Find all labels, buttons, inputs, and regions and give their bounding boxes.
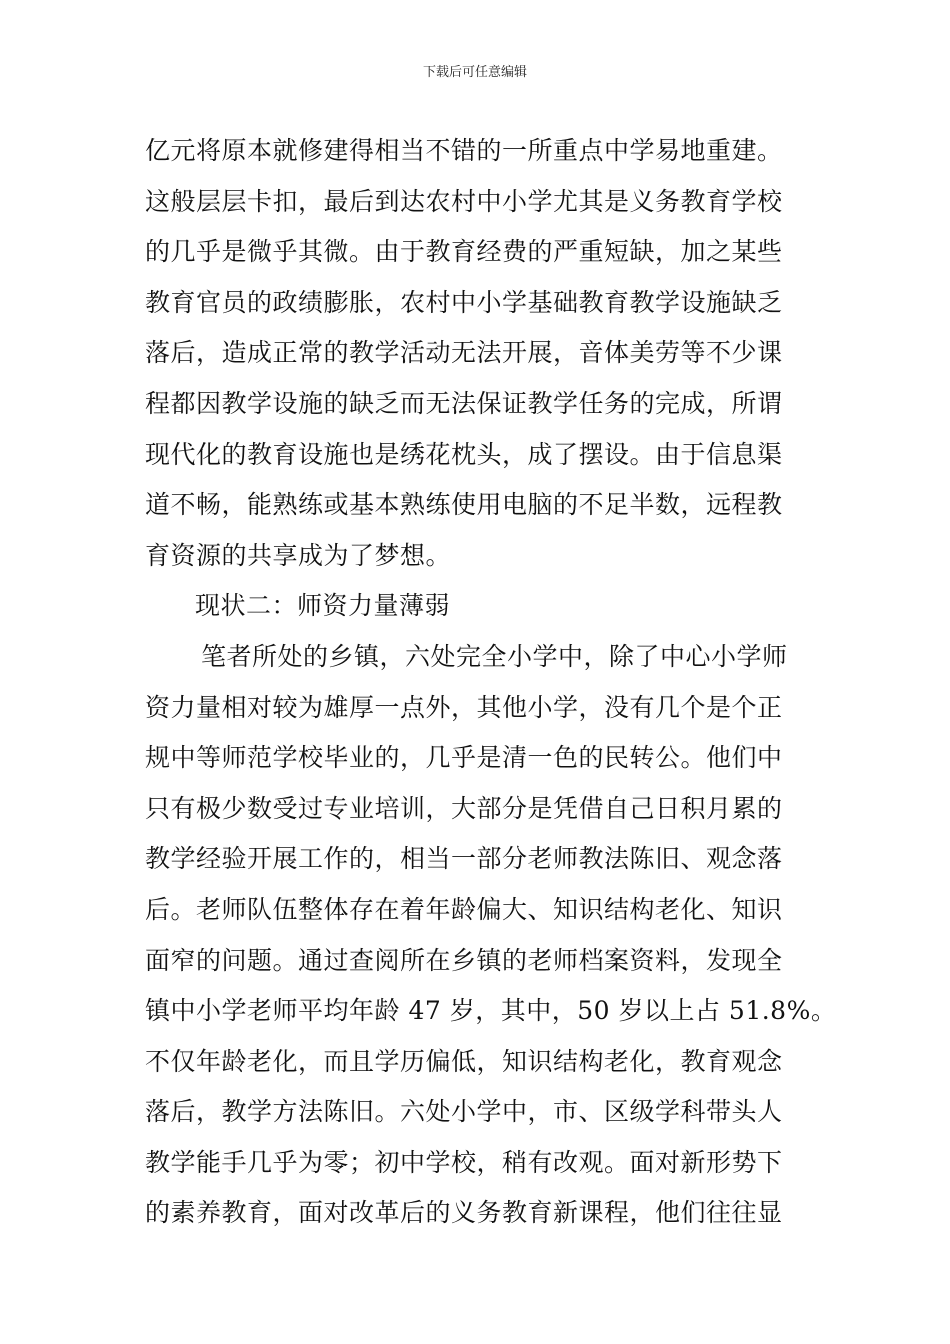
- text-line: 程都因教学设施的缺乏而无法保证教学任务的完成，所谓: [145, 388, 783, 418]
- text-line: 规中等师范学校毕业的，几乎是清一色的民转公。他们中: [145, 743, 783, 773]
- text-line: 育资源的共享成为了梦想。: [145, 540, 452, 570]
- text-line: 资力量相对较为雄厚一点外，其他小学，没有几个是个正: [145, 692, 783, 722]
- text-line: 亿元将原本就修建得相当不错的一所重点中学易地重建。: [145, 136, 783, 165]
- text-line: 落后，教学方法陈旧。六处小学中，市、区级学科带头人: [145, 1097, 783, 1127]
- text-line: 面窄的问题。通过查阅所在乡镇的老师档案资料，发现全: [145, 945, 783, 975]
- text-line: 的几乎是微乎其微。由于教育经费的严重短缺，加之某些: [145, 237, 783, 267]
- text-line: 镇中小学老师平均年龄 47 岁，其中，50 岁以上占 51.8%。: [145, 996, 837, 1026]
- paragraph-first-line: 笔者所处的乡镇，六处完全小学中，除了中心小学师: [201, 641, 788, 671]
- section-heading: 现状二：师资力量薄弱: [195, 591, 451, 621]
- text-line: 后。老师队伍整体存在着年龄偏大、知识结构老化、知识: [145, 894, 783, 924]
- text-line: 这般层层卡扣，最后到达农村中小学尤其是义务教育学校: [145, 186, 783, 216]
- text-line: 不仅年龄老化，而且学历偏低，知识结构老化，教育观念: [145, 1046, 783, 1076]
- text-line: 教学能手几乎为零；初中学校，稍有改观。面对新形势下: [145, 1147, 783, 1177]
- text-line: 教学经验开展工作的，相当一部分老师教法陈旧、观念落: [145, 844, 783, 874]
- text-line: 现代化的教育设施也是绣花枕头，成了摆设。由于信息渠: [145, 439, 783, 469]
- text-line: 道不畅，能熟练或基本熟练使用电脑的不足半数，远程教: [145, 490, 783, 520]
- text-line: 落后，造成正常的教学活动无法开展，音体美劳等不少课: [145, 338, 783, 368]
- text-line: 只有极少数受过专业培训，大部分是凭借自己日积月累的: [145, 793, 783, 823]
- text-line: 的素养教育，面对改革后的义务教育新课程，他们往往显: [145, 1198, 783, 1228]
- page-header: 下载后可任意编辑: [422, 65, 527, 80]
- document-body: [145, 126, 837, 1239]
- text-line: 教育官员的政绩膨胀，农村中小学基础教育教学设施缺乏: [145, 287, 783, 317]
